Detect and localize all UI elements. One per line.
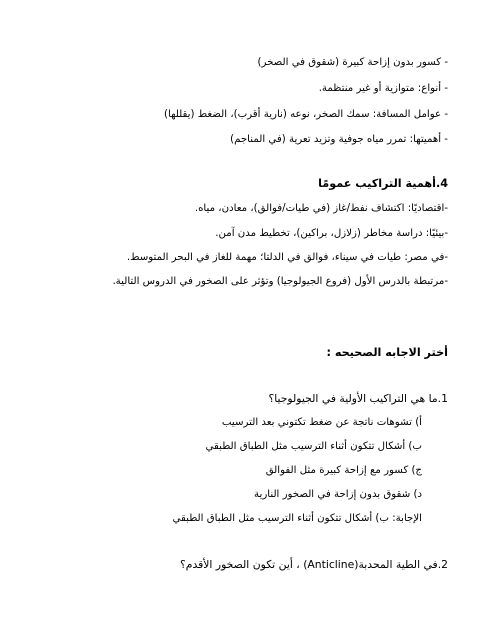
fracture-point-3: - عوامل المسافة: سمك الصخر، نوعه (نارية أقرب)، الضغط (يقللها) (164, 109, 448, 120)
importance-item-related: -مرتبطة بالدرس الأول (فروع الجيولوجيا) وتؤثر على الصخور في الدروس التالية. (112, 276, 448, 287)
question-1-option-b: ب) أشكال تتكون أثناء الترسيب مثل الطباق الطبقي (205, 441, 422, 452)
question-1-option-d: د) شقوق بدون إزاحة في الصخور النارية (254, 489, 422, 500)
importance-item-environmental: -بيئيًا: دراسة مخاطر (زلازل، براكين)، تخطيط مدن آمن. (215, 228, 448, 239)
question-1-option-a: أ) تشوهات ناتجة عن ضغط تكتوني بعد الترسيب (221, 417, 422, 428)
question-1-option-c: ج) كسور مع إزاحة كبيرة مثل الفوالق (265, 465, 422, 476)
quiz-heading: أختر الاجابه الصحيحه : (326, 346, 448, 359)
fracture-point-2: - أنواع: متوازية أو غير منتظمة. (318, 83, 448, 94)
importance-item-economic: -اقتصاديًا: اكتشاف نفط/غاز (في طيات/فوالق)، معادن، مياه. (194, 203, 448, 214)
importance-item-egypt: -في مصر: طيات في سيناء، فوالق في الدلتا؛ مهمة للغاز في البحر المتوسط. (126, 252, 448, 263)
importance-heading: 4.أهمية التراكيب عمومًا (318, 177, 448, 190)
fracture-point-4: - أهميتها: تمرر مياه جوفية وتزيد تعرية (في المناجم) (230, 134, 448, 145)
fracture-point-1: - كسور بدون إزاحة كبيرة (شقوق في الصخر) (257, 57, 448, 68)
question-2: 2.في الطية المحدبة(Anticline) ، أين تكون الصخور الأقدم؟ (180, 558, 448, 571)
question-1-answer: الإجابة: ب) أشكال تتكون أثناء الترسيب مثل الطباق الطبقي (172, 513, 422, 524)
question-1: 1.ما هي التراكيب الأولية في الجيولوجيا؟ (268, 392, 448, 405)
